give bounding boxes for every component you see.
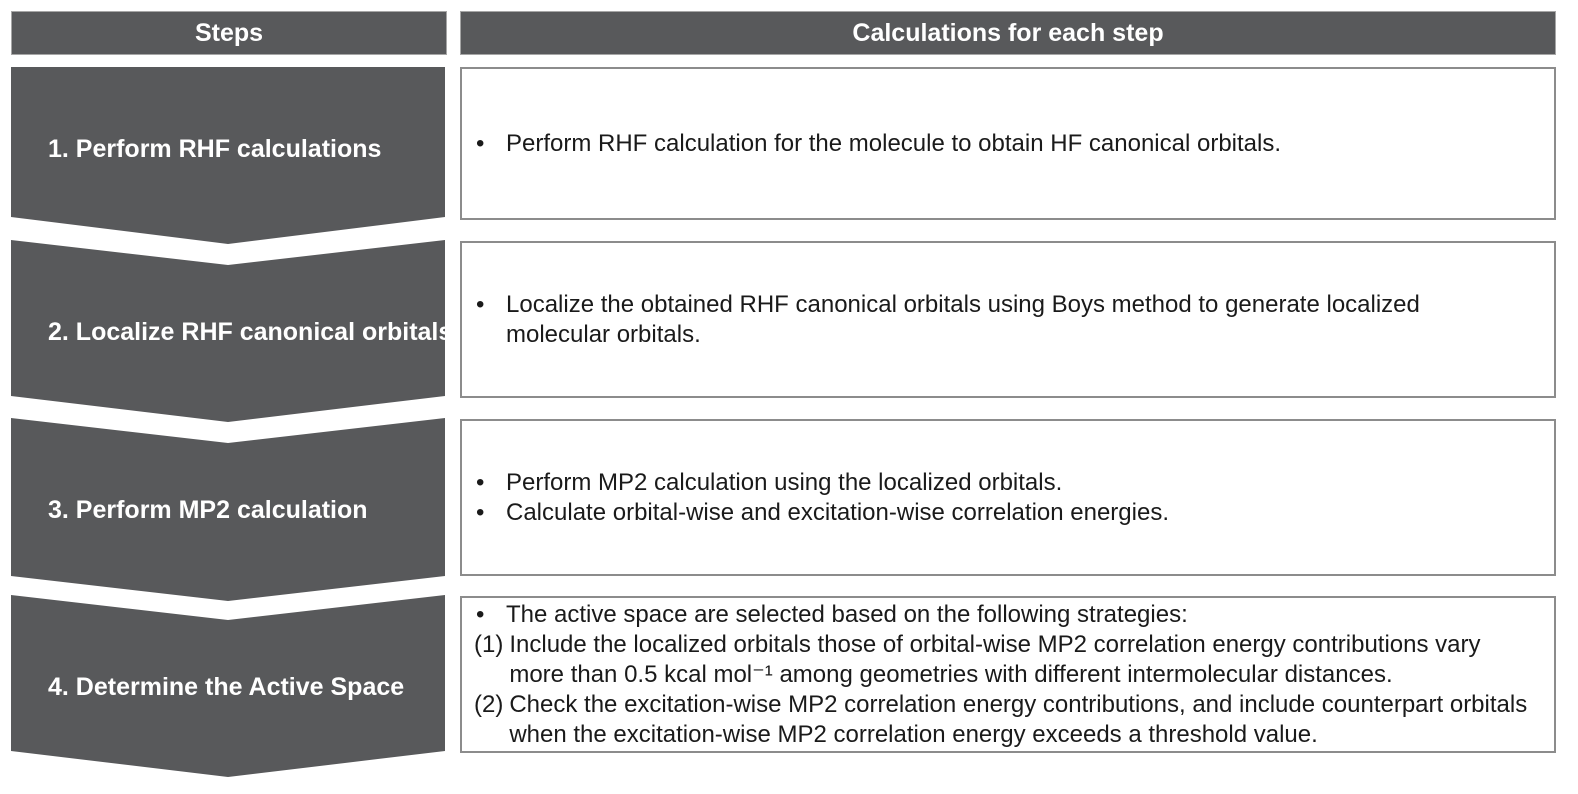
step-2-arrow: [11, 240, 453, 423]
bullet-dot-icon: •: [476, 129, 485, 157]
step-2-bullet-text: Localize the obtained RHF canonical orbitals using Boys method to generate localized molecular orbitals.: [506, 290, 1420, 348]
bullet-dot-icon: •: [476, 468, 485, 496]
step-2-label: 2. Localize RHF canonical orbitals: [48, 318, 453, 346]
step-3-bullet-2-text: Calculate orbital-wise and excitation-wise correlation energies.: [506, 498, 1169, 526]
step-4-bullet: [474, 600, 1554, 630]
strategy-text-2: Check the excitation-wise MP2 correlation energy contributions, and include counterpart orbitals when the excitation-wise MP2 correlation energy exceeds a threshold value.: [509, 690, 1528, 748]
step-4-arrow: [11, 595, 445, 778]
steps-column-header: [11, 11, 447, 55]
calculations-header-label: Calculations for each step: [852, 18, 1164, 47]
step-3-bullet-1: [474, 468, 1554, 498]
step-2-bullet: [474, 290, 1554, 350]
step-3-arrow: [11, 418, 445, 602]
strategy-marker-1: (1): [474, 630, 504, 658]
strategy-text-1: Include the localized orbitals those of orbital-wise MP2 correlation energy contributions vary more than 0.5 kcal mol⁻¹ among geometries with different intermolecular distances.: [509, 630, 1481, 688]
step-1-label: 1. Perform RHF calculations: [48, 135, 382, 163]
strategy-marker-2: (2): [474, 690, 504, 718]
step-4-label: 4. Determine the Active Space: [48, 673, 405, 701]
step-3-bullet-1-text: Perform MP2 calculation using the localized orbitals.: [506, 468, 1063, 496]
step-4-calculation-box: [460, 596, 1556, 753]
bullet-dot-icon: •: [476, 498, 485, 526]
step-1-calculation-box: [460, 67, 1556, 220]
steps-header-label: Steps: [194, 18, 264, 47]
bullet-dot-icon: •: [476, 290, 485, 318]
step-3-bullet-2: [474, 498, 1554, 528]
bullet-dot-icon: •: [476, 600, 485, 628]
step-1-bullet-text: Perform RHF calculation for the molecule to obtain HF canonical orbitals.: [506, 129, 1282, 157]
step-3-label: 3. Perform MP2 calculation: [48, 496, 368, 524]
step-1-bullet: [474, 129, 1554, 159]
strategy-item-1: [474, 630, 1554, 690]
calculations-column-header: [460, 11, 1556, 55]
step-1-arrow: [11, 67, 445, 245]
step-3-calculation-box: [460, 419, 1556, 576]
step-4-bullet-text: The active space are selected based on the following strategies:: [506, 600, 1188, 628]
step-2-calculation-box: [460, 241, 1556, 398]
strategy-item-2: [474, 690, 1554, 750]
